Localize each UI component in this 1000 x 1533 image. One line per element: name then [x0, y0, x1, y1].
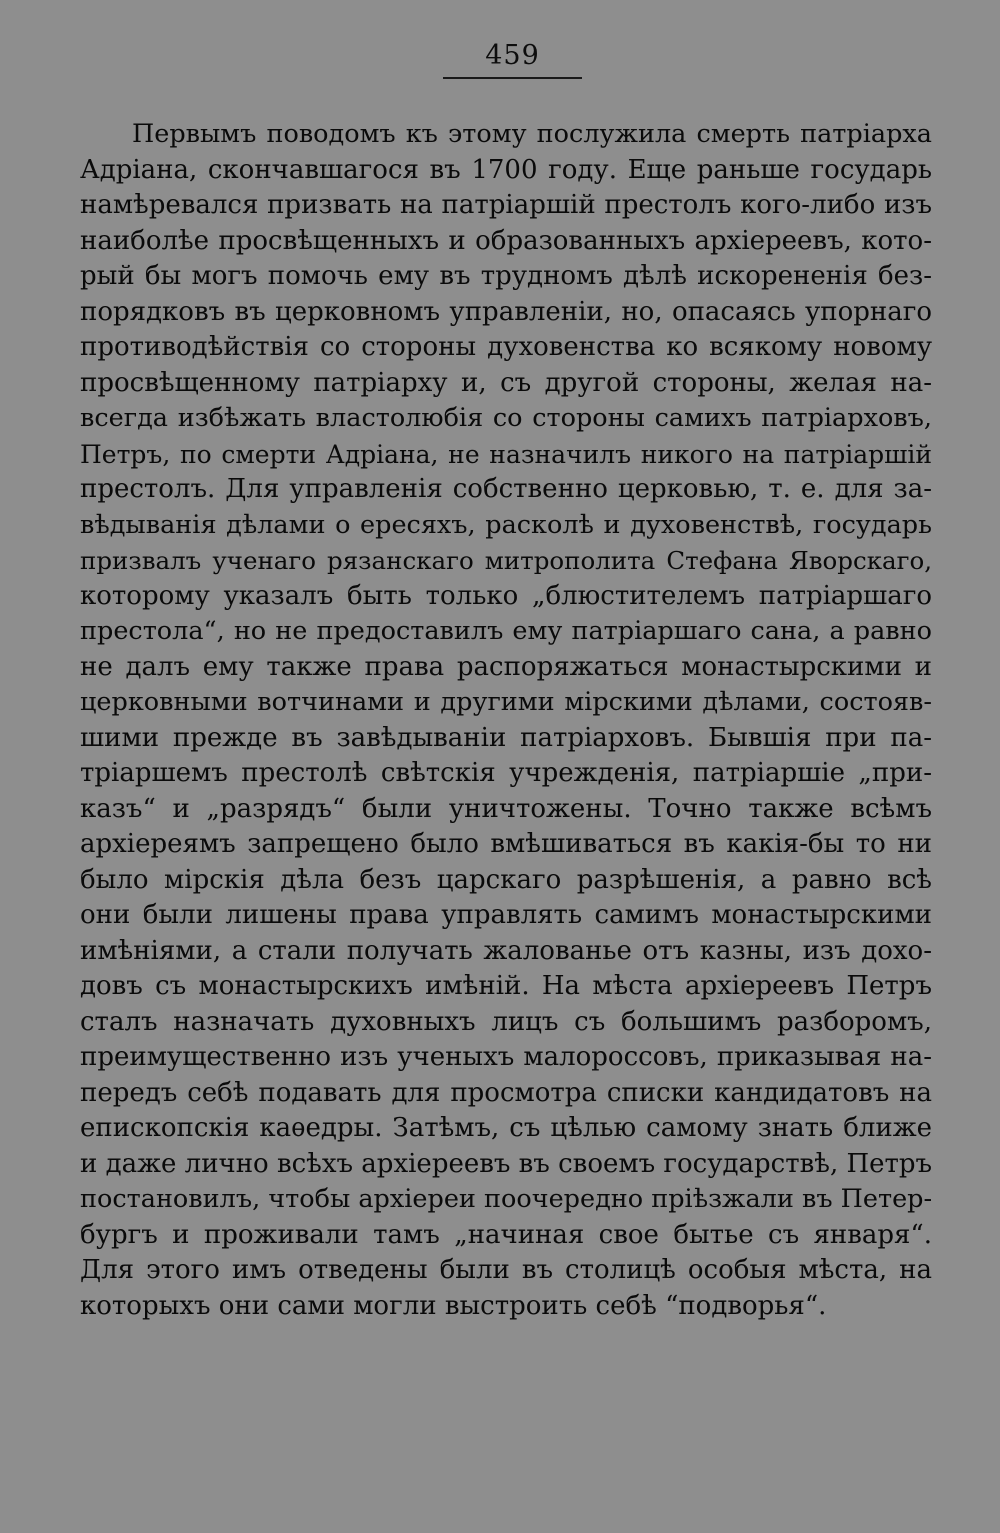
text-line: престолъ. Для управленія собственно церковью, т. е. для за-: [80, 474, 932, 504]
text-line: не далъ ему также права распоряжаться монастырскими и: [80, 651, 932, 682]
text-line: которыхъ они сами могли выстроить себѣ “подворья“.: [80, 1290, 827, 1321]
text-line: всегда избѣжать властолюбія со стороны самихъ патріарховъ,: [80, 403, 932, 433]
text-line: епископскія каѳедры. Затѣмъ, съ цѣлью самому знать ближе: [80, 1113, 932, 1143]
text-line: шими прежде въ завѣдываніи патріарховъ. Бывшія при па-: [80, 722, 932, 753]
text-line: имѣніями, а стали получать жалованье отъ казны, изъ дохо-: [80, 935, 932, 966]
text-line: церковными вотчинами и другими мірскими дѣлами, состояв-: [80, 687, 932, 717]
text-line: призвалъ ученаго рязанскаго митрополита Стефана Яворскаго,: [80, 546, 932, 575]
text-line: противодѣйствія со стороны духовенства ко всякому новому: [80, 332, 932, 362]
text-line: передъ себѣ подавать для просмотра списки кандидатовъ на: [80, 1077, 932, 1108]
text-line: намѣревался призвать на патріаршій престолъ кого-либо изъ: [80, 190, 932, 220]
text-line: Первымъ поводомъ къ этому послужила смерть патріарха: [132, 119, 932, 149]
page-number: 459: [485, 40, 540, 71]
text-line: постановилъ, чтобы архіереи поочередно пріѣзжали въ Петер-: [80, 1184, 933, 1214]
body-text: [80, 117, 932, 1324]
text-line: Для этого имъ отведены были въ столицѣ особыя мѣста, на: [80, 1255, 932, 1285]
text-line: Адріана, скончавшагося въ 1700 году. Еще раньше государь: [80, 154, 932, 185]
text-line: Петръ, по смерти Адріана, не назначилъ никого на патріаршій: [80, 439, 932, 469]
text-line: наиболѣе просвѣщенныхъ и образованныхъ архіереевъ, кото-: [80, 225, 932, 256]
text-line: было мірскія дѣла безъ царскаго разрѣшенія, а равно всѣ: [80, 864, 932, 895]
text-line: которому указалъ быть только „блюстителемъ патріаршаго: [80, 580, 932, 611]
text-line: просвѣщенному патріарху и, съ другой стороны, желая на-: [80, 367, 932, 398]
text-line: довъ съ монастырскихъ имѣній. На мѣста архіереевъ Петръ: [80, 971, 932, 1001]
text-line: престола“, но не предоставилъ ему патріаршаго сана, а равно: [80, 616, 932, 646]
text-line: вѣдыванія дѣлами о ересяхъ, расколѣ и духовенствѣ, государь: [80, 509, 932, 540]
page-number-rule: [443, 77, 582, 79]
text-line: преимущественно изъ ученыхъ малороссовъ, приказывая на-: [80, 1042, 932, 1072]
text-line: казъ“ и „разрядъ“ были уничтожены. Точно также всѣмъ: [80, 793, 932, 824]
text-line: рый бы могъ помочь ему въ трудномъ дѣлѣ искорененія без-: [80, 261, 932, 291]
text-line: тріаршемъ престолѣ свѣтскія учрежденія, патріаршіе „при-: [80, 758, 932, 788]
text-line: и даже лично всѣхъ архіереевъ въ своемъ государствѣ, Петръ: [80, 1148, 933, 1179]
text-line: порядковъ въ церковномъ управленіи, но, опасаясь упорнаго: [80, 296, 932, 327]
text-line: сталъ назначать духовныхъ лицъ съ большимъ разборомъ,: [80, 1006, 932, 1037]
text-line: они были лишены права управлять самимъ монастырскими: [80, 900, 932, 930]
text-line: архіереямъ запрещено было вмѣшиваться въ какія-бы то ни: [80, 829, 932, 859]
text-line: бургъ и проживали тамъ „начиная свое бытье съ января“.: [80, 1219, 932, 1250]
